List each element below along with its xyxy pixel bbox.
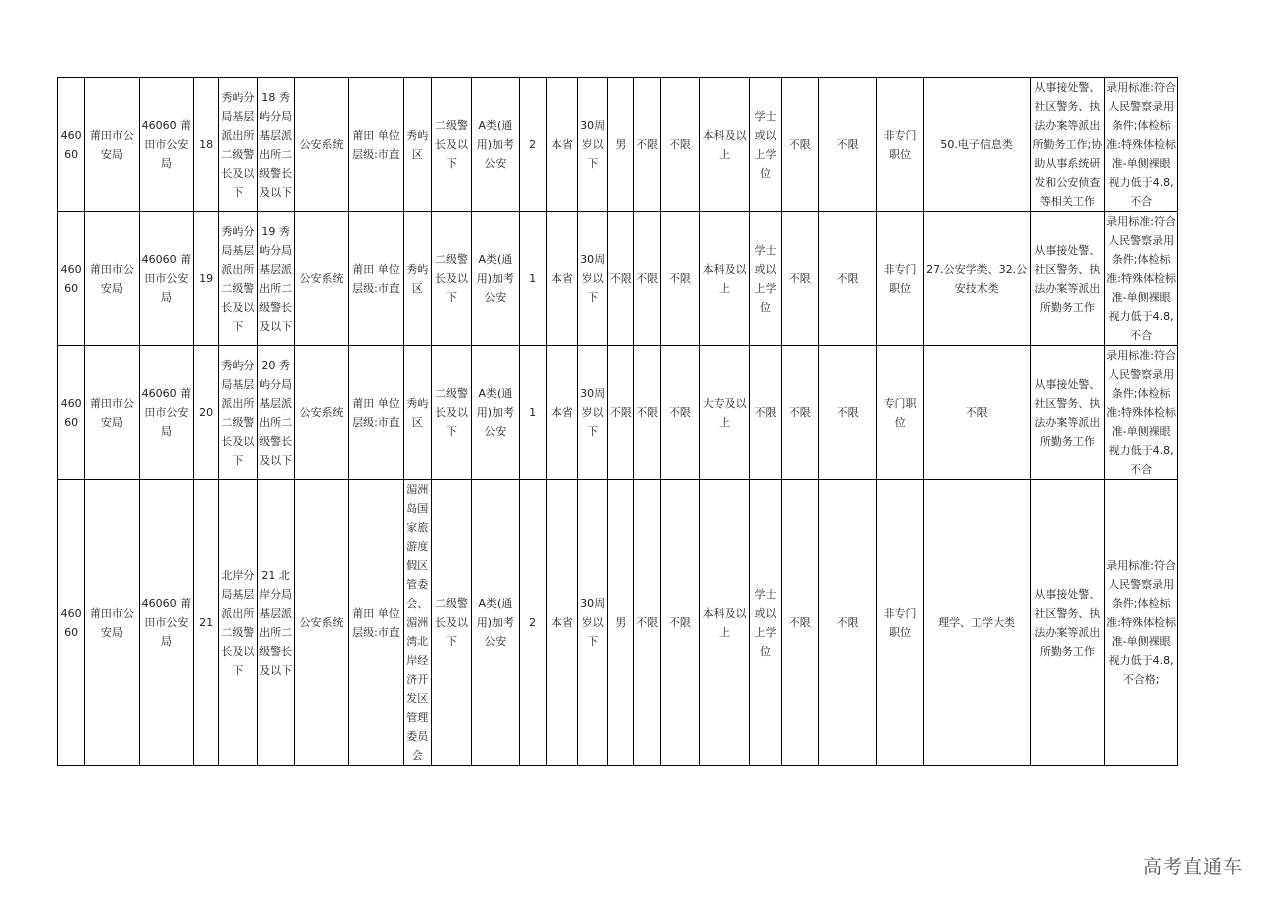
household-scope-cell: 本省 [546,212,577,346]
post-name-cell: 19 秀屿分局基层派出所二级警长及以下 [257,212,294,346]
household-scope-cell: 本省 [546,346,577,480]
requirement-cell: 不限 [818,346,876,480]
post-type-cell: 非专门职位 [877,480,923,766]
region-cell: 秀屿区 [403,212,431,346]
requirement-cell: 不限 [781,480,818,766]
requirement-cell: 不限 [818,78,876,212]
age-cell: 30周岁以下 [578,346,608,480]
post-name-cell: 20 秀屿分局基层派出所二级警长及以下 [257,346,294,480]
unit-name-cell: 莆田市公安局 [85,480,139,766]
requirement-cell: 不限 [781,78,818,212]
unit-name-cell: 莆田市公安局 [85,346,139,480]
exam-type-cell: A类(通用)加考公安 [472,78,519,212]
political-status-cell: 不限 [660,346,699,480]
major-cell: 理学、工学大类 [923,480,1030,766]
exam-type-cell: A类(通用)加考公安 [472,346,519,480]
post-type-cell: 专门职位 [877,346,923,480]
unit-name-cell: 莆田市公安局 [85,212,139,346]
post-name-cell: 18 秀屿分局基层派出所二级警长及以下 [257,78,294,212]
unit-code-cell: 46060 [58,346,85,480]
unit-level-cell: 莆田 单位层级:市直 [349,212,403,346]
major-cell: 27.公安学类、32.公安技术类 [923,212,1030,346]
rank-cell: 二级警长及以下 [431,78,471,212]
unit-level-cell: 莆田 单位层级:市直 [349,78,403,212]
age-cell: 30周岁以下 [578,212,608,346]
unit-code-name-cell: 46060 莆田市公安局 [139,480,193,766]
hire-count-cell: 2 [519,480,546,766]
education-cell: 本科及以上 [699,78,749,212]
unit-code-name-cell: 46060 莆田市公安局 [139,346,193,480]
degree-cell: 学士或以上学位 [750,78,781,212]
unit-code-cell: 46060 [58,212,85,346]
table-row [58,212,1178,346]
age-cell: 30周岁以下 [578,78,608,212]
unit-code-name-cell: 46060 莆田市公安局 [139,212,193,346]
gender-cell: 不限 [608,346,634,480]
rank-cell: 二级警长及以下 [431,480,471,766]
post-type-cell: 非专门职位 [877,212,923,346]
political-status-cell: 不限 [660,212,699,346]
duties-cell: 从事接处警、社区警务、执法办案等派出所勤务工作 [1030,346,1105,480]
notes-cell: 录用标准:符合人民警察录用条件;体检标准:特殊体检标准-单侧裸眼视力低于4.8,不合 [1105,346,1178,480]
requirement-cell: 不限 [781,212,818,346]
degree-cell: 学士或以上学位 [750,212,781,346]
household-scope-cell: 本省 [546,78,577,212]
education-cell: 本科及以上 [699,480,749,766]
department-cell: 北岸分局基层派出所二级警长及以下 [219,480,257,766]
hire-count-cell: 1 [519,346,546,480]
duties-cell: 从事接处警、社区警务、执法办案等派出所勤务工作 [1030,212,1105,346]
department-cell: 秀屿分局基层派出所二级警长及以下 [219,78,257,212]
post-number-cell: 18 [194,78,219,212]
education-cell: 本科及以上 [699,212,749,346]
exam-type-cell: A类(通用)加考公安 [472,212,519,346]
degree-cell: 学士或以上学位 [750,480,781,766]
age-cell: 30周岁以下 [578,480,608,766]
requirement-cell: 不限 [818,480,876,766]
ethnicity-cell: 不限 [634,212,660,346]
post-name-cell: 21 北岸分局基层派出所二级警长及以下 [257,480,294,766]
recruitment-table [57,77,1178,766]
table-row [58,346,1178,480]
gender-cell: 男 [608,480,634,766]
department-cell: 秀屿分局基层派出所二级警长及以下 [219,212,257,346]
rank-cell: 二级警长及以下 [431,346,471,480]
gender-cell: 不限 [608,212,634,346]
watermark-text: 高考直通车 [1143,856,1244,878]
system-cell: 公安系统 [294,78,348,212]
post-number-cell: 21 [194,480,219,766]
rank-cell: 二级警长及以下 [431,212,471,346]
major-cell: 不限 [923,346,1030,480]
notes-cell: 录用标准:符合人民警察录用条件;体检标准:特殊体检标准-单侧裸眼视力低于4.8,不合 [1105,78,1178,212]
hire-count-cell: 1 [519,212,546,346]
degree-cell: 不限 [750,346,781,480]
notes-cell: 录用标准:符合人民警察录用条件;体检标准:特殊体检标准-单侧裸眼视力低于4.8,不合 [1105,212,1178,346]
table-row [58,480,1178,766]
notes-cell: 录用标准:符合人民警察录用条件;体检标准:特殊体检标准-单侧裸眼视力低于4.8,不合格; [1105,480,1178,766]
hire-count-cell: 2 [519,78,546,212]
requirement-cell: 不限 [818,212,876,346]
political-status-cell: 不限 [660,78,699,212]
major-cell: 50.电子信息类 [923,78,1030,212]
region-cell: 秀屿区 [403,346,431,480]
unit-name-cell: 莆田市公安局 [85,78,139,212]
ethnicity-cell: 不限 [634,346,660,480]
region-cell: 湄洲岛国家旅游度假区管委会、湄洲湾北岸经济开发区管理委员会 [403,480,431,766]
region-cell: 秀屿区 [403,78,431,212]
post-number-cell: 20 [194,346,219,480]
exam-type-cell: A类(通用)加考公安 [472,480,519,766]
system-cell: 公安系统 [294,346,348,480]
system-cell: 公安系统 [294,212,348,346]
gender-cell: 男 [608,78,634,212]
requirement-cell: 不限 [781,346,818,480]
education-cell: 大专及以上 [699,346,749,480]
duties-cell: 从事接处警、社区警务、执法办案等派出所勤务工作;协助从事系统研发和公安侦查等相关工作 [1030,78,1105,212]
ethnicity-cell: 不限 [634,78,660,212]
ethnicity-cell: 不限 [634,480,660,766]
post-type-cell: 非专门职位 [877,78,923,212]
system-cell: 公安系统 [294,480,348,766]
unit-level-cell: 莆田 单位层级:市直 [349,480,403,766]
unit-code-cell: 46060 [58,78,85,212]
unit-code-cell: 46060 [58,480,85,766]
unit-code-name-cell: 46060 莆田市公安局 [139,78,193,212]
table-row [58,78,1178,212]
political-status-cell: 不限 [660,480,699,766]
department-cell: 秀屿分局基层派出所二级警长及以下 [219,346,257,480]
unit-level-cell: 莆田 单位层级:市直 [349,346,403,480]
duties-cell: 从事接处警、社区警务、执法办案等派出所勤务工作 [1030,480,1105,766]
post-number-cell: 19 [194,212,219,346]
household-scope-cell: 本省 [546,480,577,766]
